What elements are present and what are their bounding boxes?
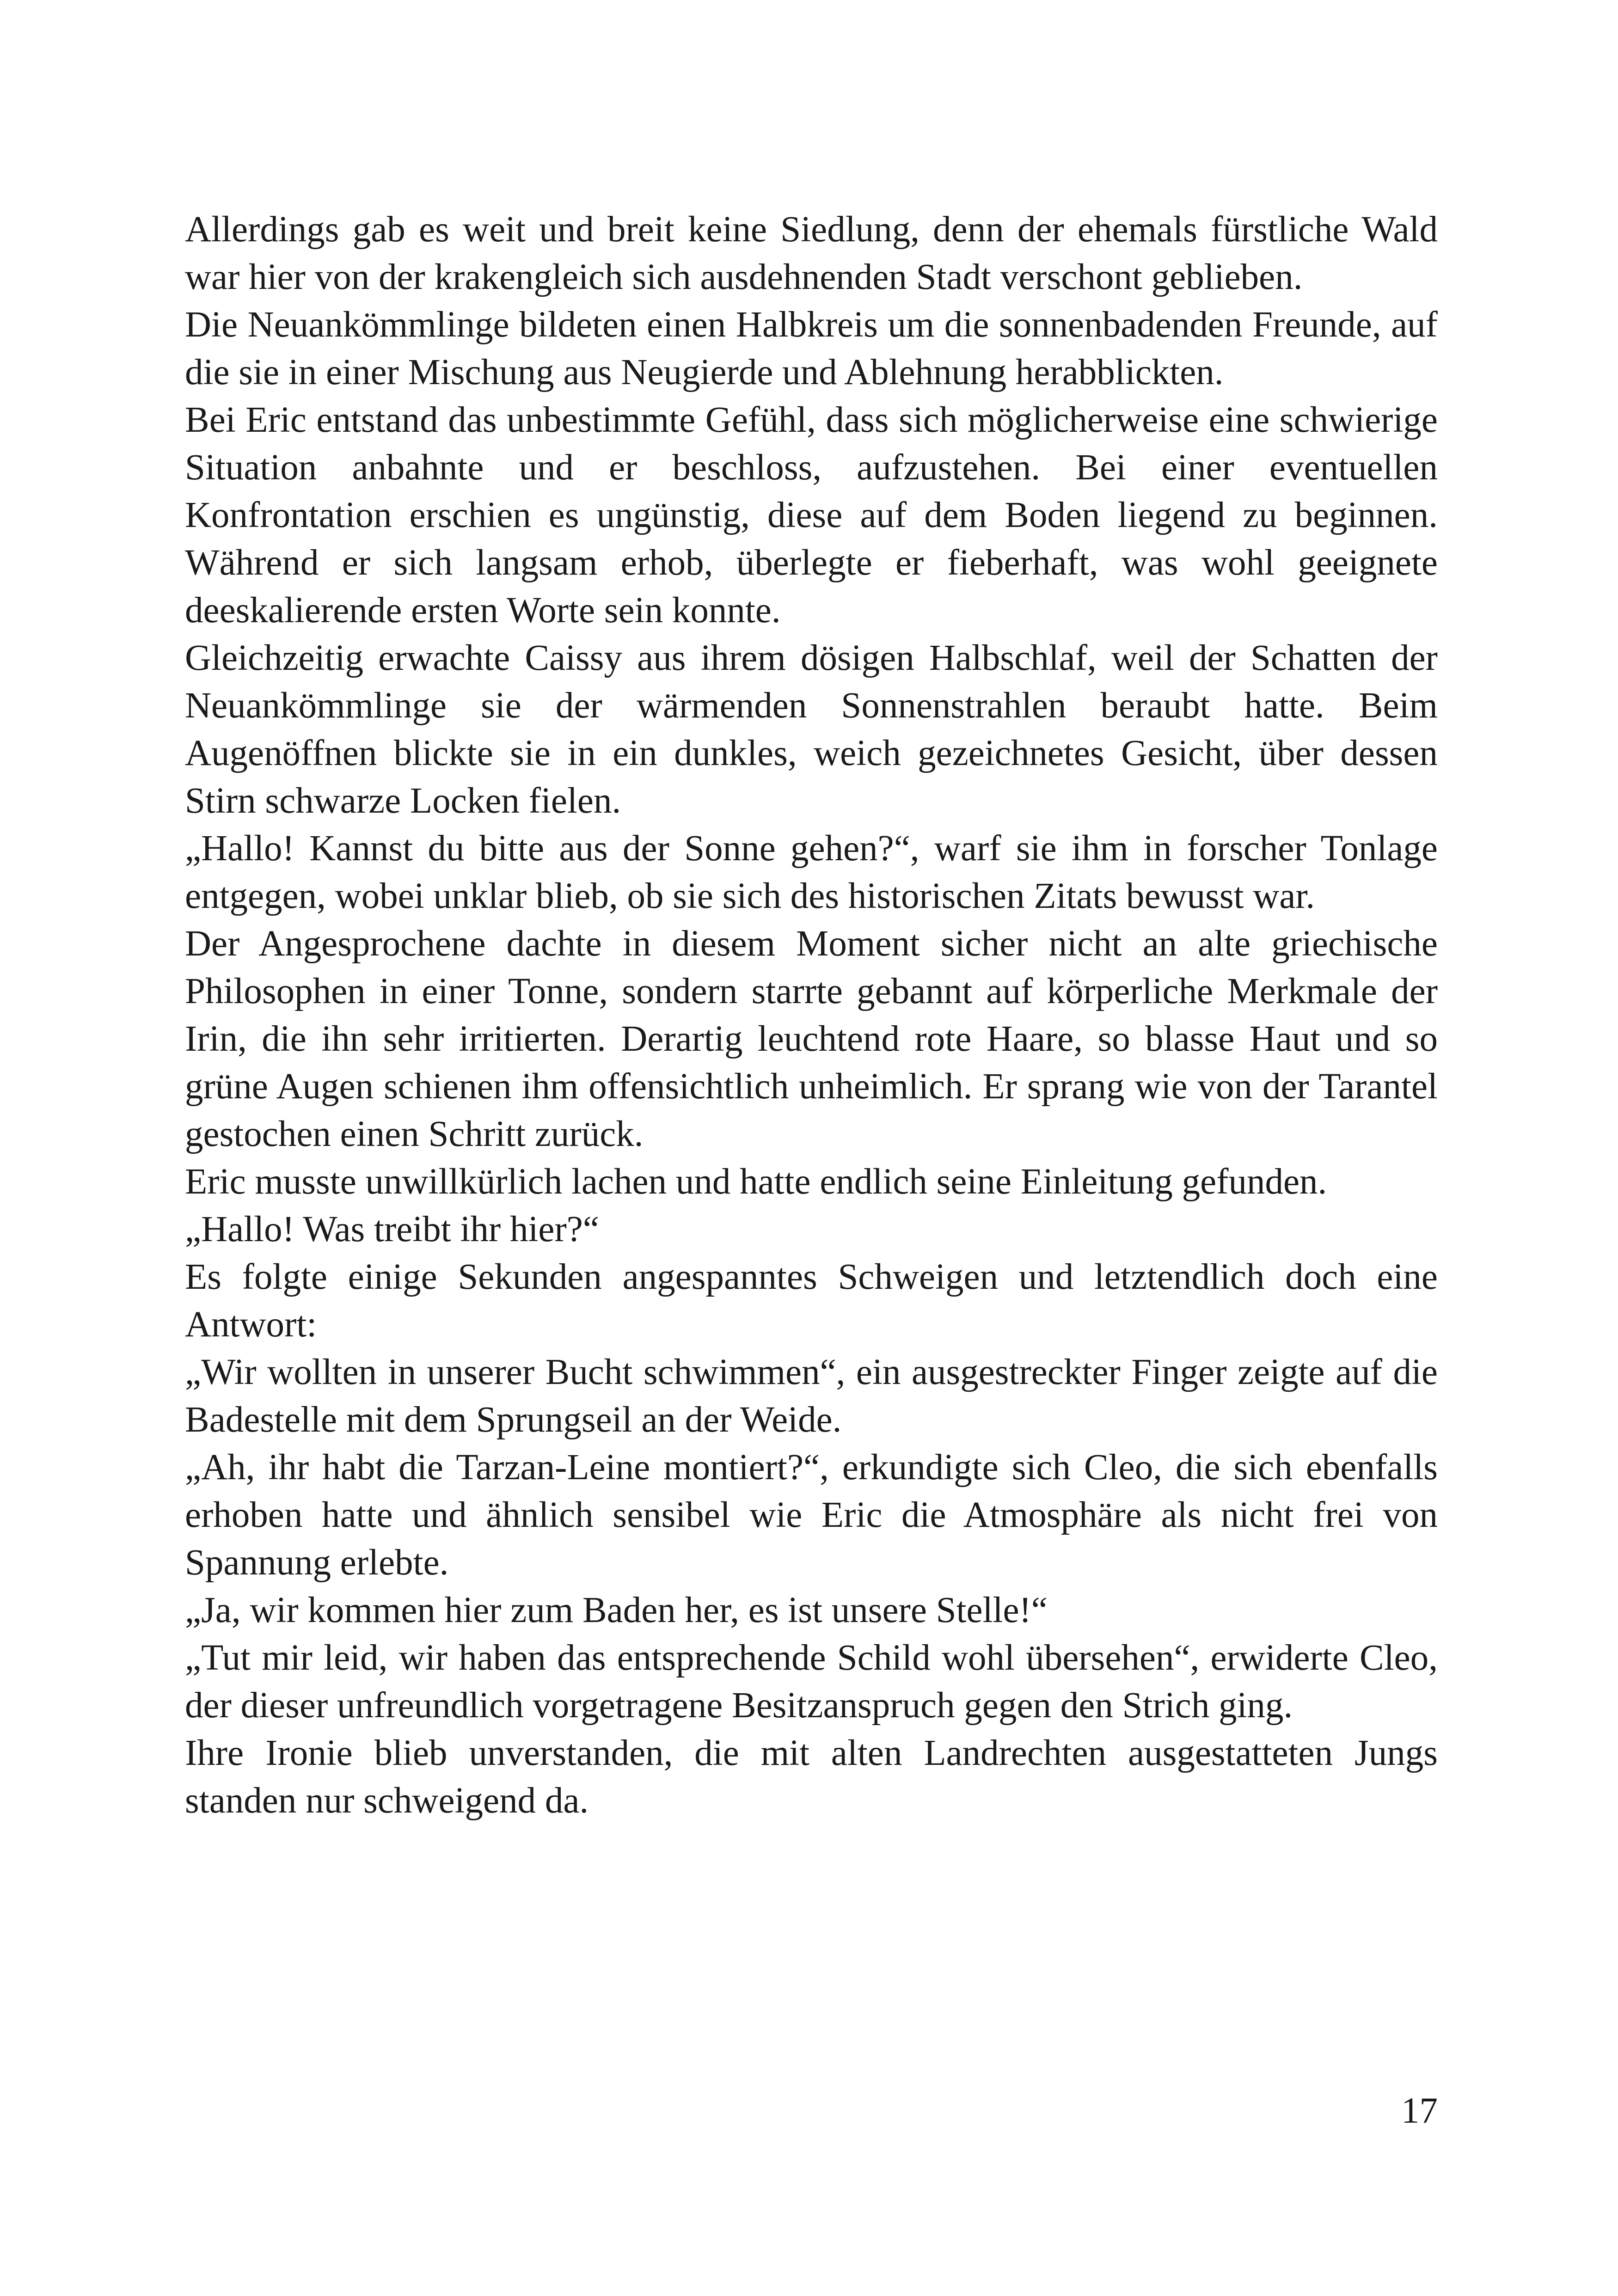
paragraph: „Ja, wir kommen hier zum Baden her, es ist unsere Stelle!“ [185, 1590, 1048, 1630]
paragraph: Bei Eric entstand das unbestimmte Gefühl, dass sich möglicherweise eine schwierige Situation anbahnte und er beschloss, aufzustehen. Bei einer eventuellen Konfrontation erschien es ungünstig, diese auf dem Boden liegend zu beginnen. Während er sich langsam erhob, überlegte er fieberhaft, was wohl geeignete deeskalierende ersten Worte sein konnte. [185, 400, 1438, 631]
paragraph: Gleichzeitig erwachte Caissy aus ihrem dösigen Halbschlaf, weil der Schatten der Neuankömmlinge sie der wärmenden Sonnenstrahlen beraubt hatte. Beim Augenöffnen blickte sie in ein dunkles, weich gezeichnetes Gesicht, über dessen Stirn schwarze Locken fielen. [185, 638, 1438, 821]
body-text [185, 206, 1438, 1825]
paragraph: Eric musste unwillkürlich lachen und hatte endlich seine Einleitung gefunden. [185, 1162, 1327, 1202]
page-number: 17 [1401, 2091, 1438, 2131]
paragraph: „Tut mir leid, wir haben das entsprechende Schild wohl übersehen“, erwiderte Cleo, der dieser unfreundlich vorgetragene Besitzanspruch gegen den Strich ging. [185, 1638, 1438, 1726]
paragraph: „Hallo! Kannst du bitte aus der Sonne gehen?“, warf sie ihm in forscher Tonlage entgegen, wobei unklar blieb, ob sie sich des historischen Zitats bewusst war. [185, 828, 1438, 916]
paragraph: Die Neuankömmlinge bildeten einen Halbkreis um die sonnenbadenden Freunde, auf die sie in einer Mischung aus Neugierde und Ablehnung herabblickten. [185, 305, 1438, 392]
paragraph: Allerdings gab es weit und breit keine Siedlung, denn der ehemals fürstliche Wald war hier von der krakengleich sich ausdehnenden Stadt verschont geblieben. [185, 209, 1438, 297]
paragraph: Der Angesprochene dachte in diesem Moment sicher nicht an alte griechische Philosophen in einer Tonne, sondern starrte gebannt auf körperliche Merkmale der Irin, die ihn sehr irritierten. Derartig leuchtend rote Haare, so blasse Haut und so grüne Augen schienen ihm offensichtlich unheimlich. Er sprang wie von der Tarantel gestochen einen Schritt zurück. [185, 924, 1438, 1154]
paragraph: Ihre Ironie blieb unverstanden, die mit alten Landrechten ausgestatteten Jungs standen nur schweigend da. [185, 1733, 1438, 1821]
paragraph: „Wir wollten in unserer Bucht schwimmen“, ein ausgestreckter Finger zeigte auf die Badestelle mit dem Sprungseil an der Weide. [185, 1352, 1438, 1440]
paragraph: Es folgte einige Sekunden angespanntes Schweigen und letztendlich doch eine Antwort: [185, 1257, 1438, 1345]
paragraph: „Hallo! Was treibt ihr hier?“ [185, 1209, 599, 1249]
paragraph: „Ah, ihr habt die Tarzan-Leine montiert?“, erkundigte sich Cleo, die sich ebenfalls erhoben hatte und ähnlich sensibel wie Eric die Atmosphäre als nicht frei von Spannung erlebte. [185, 1447, 1438, 1583]
